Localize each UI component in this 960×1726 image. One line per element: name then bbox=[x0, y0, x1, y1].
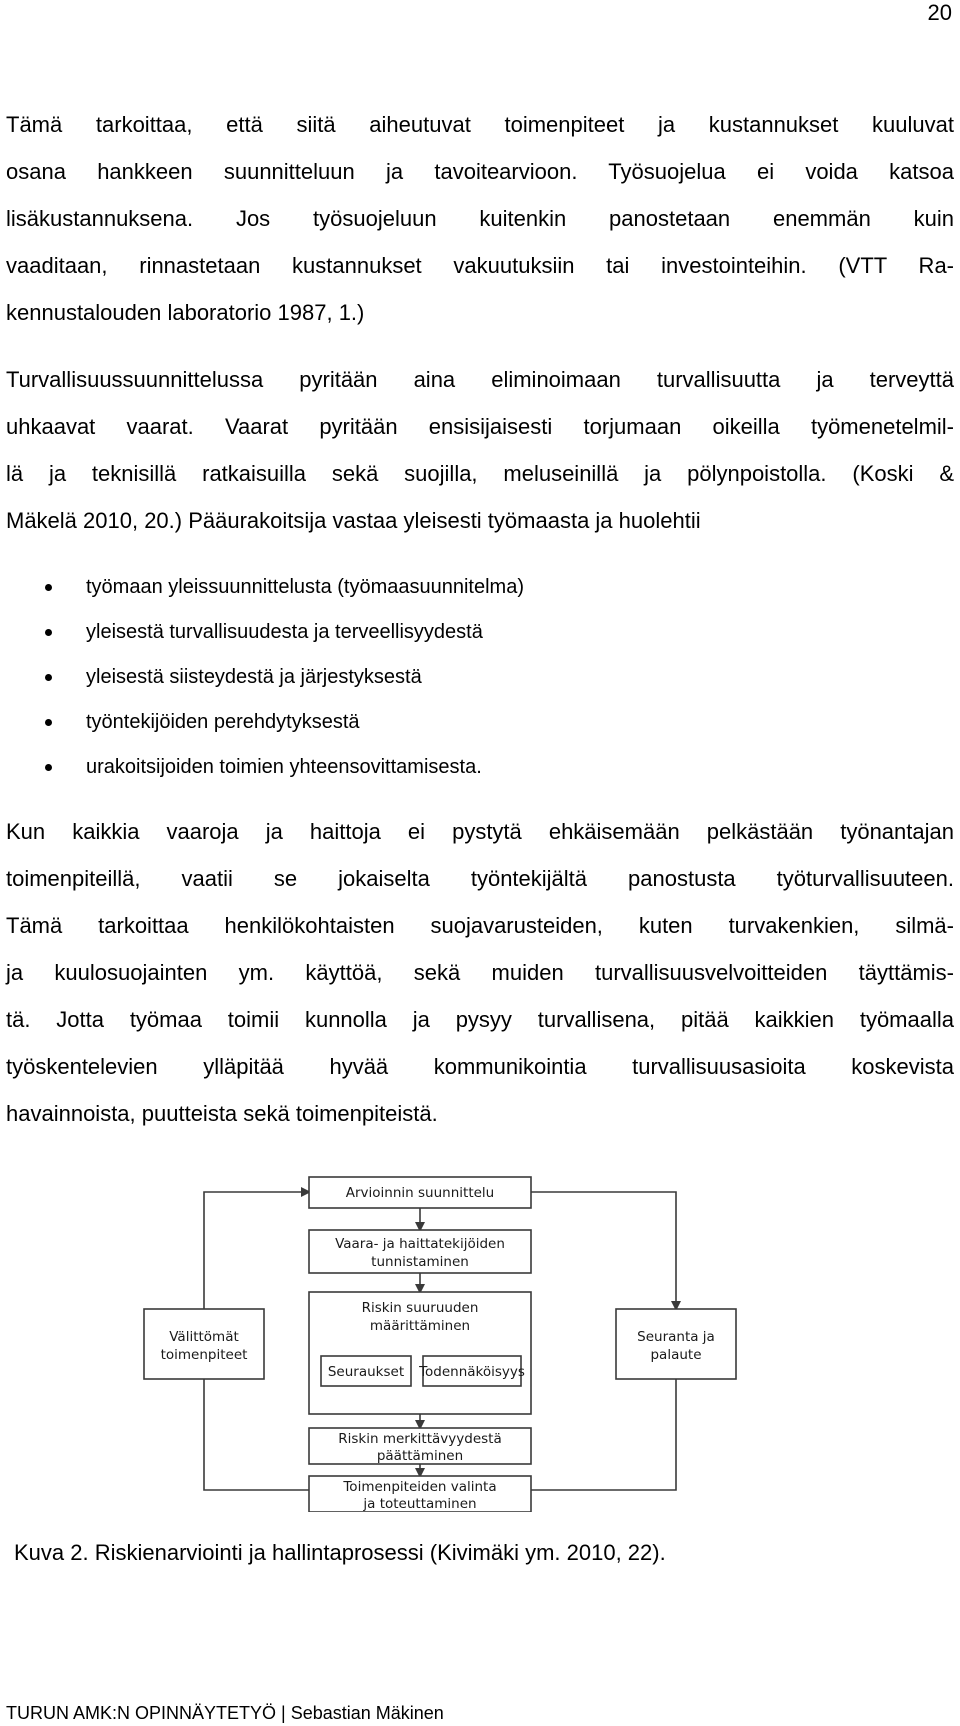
magnitude-label-2: määrittäminen bbox=[369, 1318, 471, 1334]
paragraph-line: Tämä tarkoittaa, että siitä aiheutuvat toimenpiteet ja kustannukset kuuluvat bbox=[6, 112, 954, 137]
paragraph-2 bbox=[6, 356, 954, 544]
identification-label-2: tunnistaminen bbox=[371, 1254, 469, 1270]
list-item-text: urakoitsijoiden toimien yhteensovittamisesta. bbox=[86, 756, 482, 778]
paragraph-line: Mäkelä 2010, 20.) Pääurakoitsija vastaa yleisesti työmaasta ja huolehtii bbox=[6, 508, 701, 533]
list-item-text: yleisestä turvallisuudesta ja terveellisyydestä bbox=[86, 621, 483, 643]
responsibility-list bbox=[0, 565, 960, 790]
loop-line-bottom-left bbox=[204, 1379, 309, 1490]
paragraph-3 bbox=[6, 808, 954, 1137]
paragraph-line: lä ja teknisillä ratkaisuilla sekä suojilla, meluseinillä ja pölynpoistolla. (Koski & bbox=[6, 461, 954, 486]
followup-label-2: palaute bbox=[650, 1347, 702, 1363]
identification-label-1: Vaara- ja haittatekijöiden bbox=[335, 1236, 505, 1252]
page-footer: TURUN AMK:N OPINNÄYTETYÖ | Sebastian Mäkinen bbox=[6, 1703, 444, 1723]
immediate-label-2: toimenpiteet bbox=[160, 1347, 248, 1363]
list-item bbox=[0, 655, 960, 700]
magnitude-label-1: Riskin suuruuden bbox=[361, 1300, 479, 1316]
paragraph-line: ja kuulosuojainten ym. käyttöä, sekä muiden turvallisuusvelvoitteiden täyttämis- bbox=[6, 960, 954, 985]
paragraph-line: havainnoista, puutteista sekä toimenpiteistä. bbox=[6, 1101, 438, 1126]
paragraph-line: osana hankkeen suunnitteluun ja tavoitearvioon. Työsuojelua ei voida katsoa bbox=[6, 159, 954, 184]
loop-line-left-top bbox=[204, 1192, 309, 1309]
bullet-icon bbox=[45, 764, 52, 771]
measures-label-1: Toimenpiteiden valinta bbox=[343, 1479, 497, 1495]
planning-label: Arvioinnin suunnittelu bbox=[345, 1185, 495, 1201]
page-number: 20 bbox=[927, 0, 952, 25]
paragraph-line: Turvallisuussuunnittelussa pyritään aina eliminoimaan turvallisuutta ja terveyttä bbox=[6, 367, 954, 392]
risk-process-diagram bbox=[130, 1160, 810, 1512]
list-item bbox=[0, 745, 960, 790]
paragraph-line: vaaditaan, rinnastetaan kustannukset vakuutuksiin tai investointeihin. (VTT Ra- bbox=[6, 253, 954, 278]
paragraph-line: kennustalouden laboratorio 1987, 1.) bbox=[6, 300, 365, 325]
bullet-icon bbox=[45, 674, 52, 681]
figure-caption: Kuva 2. Riskienarviointi ja hallintaprosessi (Kivimäki ym. 2010, 22). bbox=[14, 1540, 666, 1565]
measures-label-2: ja toteuttaminen bbox=[363, 1496, 477, 1512]
significance-label-2: päättäminen bbox=[376, 1448, 464, 1464]
list-item bbox=[0, 700, 960, 745]
significance-label-1: Riskin merkittävyydestä bbox=[338, 1431, 502, 1447]
paragraph-line: Tämä tarkoittaa henkilökohtaisten suojavarusteiden, kuten turvakenkien, silmä- bbox=[6, 913, 954, 938]
immediate-label-1: Välittömät bbox=[169, 1329, 239, 1345]
consequences-label: Seuraukset bbox=[327, 1364, 405, 1380]
paragraph-line: Kun kaikkia vaaroja ja haittoja ei pystytä ehkäisemään pelkästään työnantajan bbox=[6, 819, 954, 844]
loop-line-right-bottom bbox=[531, 1379, 676, 1490]
paragraph-line: toimenpiteillä, vaatii se jokaiselta työntekijältä panostusta työturvallisuuteen. bbox=[6, 866, 954, 891]
list-item-text: työmaan yleissuunnittelusta (työmaasuunnitelma) bbox=[86, 576, 524, 598]
probability-label: Todennäköisyys bbox=[419, 1364, 525, 1380]
list-item-text: työntekijöiden perehdytyksestä bbox=[86, 711, 360, 733]
list-item bbox=[0, 565, 960, 610]
paragraph-line: lisäkustannuksena. Jos työsuojeluun kuitenkin panostetaan enemmän kuin bbox=[6, 206, 954, 231]
bullet-icon bbox=[45, 584, 52, 591]
bullet-icon bbox=[45, 629, 52, 636]
loop-line-top-right bbox=[531, 1192, 676, 1309]
bullet-icon bbox=[45, 719, 52, 726]
paragraph-line: tä. Jotta työmaa toimii kunnolla ja pysyy turvallisena, pitää kaikkien työmaalla bbox=[6, 1007, 954, 1032]
paragraph-1 bbox=[6, 101, 954, 336]
followup-label-1: Seuranta ja bbox=[637, 1329, 715, 1345]
list-item-text: yleisestä siisteydestä ja järjestyksestä bbox=[86, 666, 422, 688]
list-item bbox=[0, 610, 960, 655]
paragraph-line: uhkaavat vaarat. Vaarat pyritään ensisijaisesti torjumaan oikeilla työmenetelmil- bbox=[6, 414, 954, 439]
paragraph-line: työskentelevien ylläpitää hyvää kommunikointia turvallisuusasioita koskevista bbox=[6, 1054, 954, 1079]
